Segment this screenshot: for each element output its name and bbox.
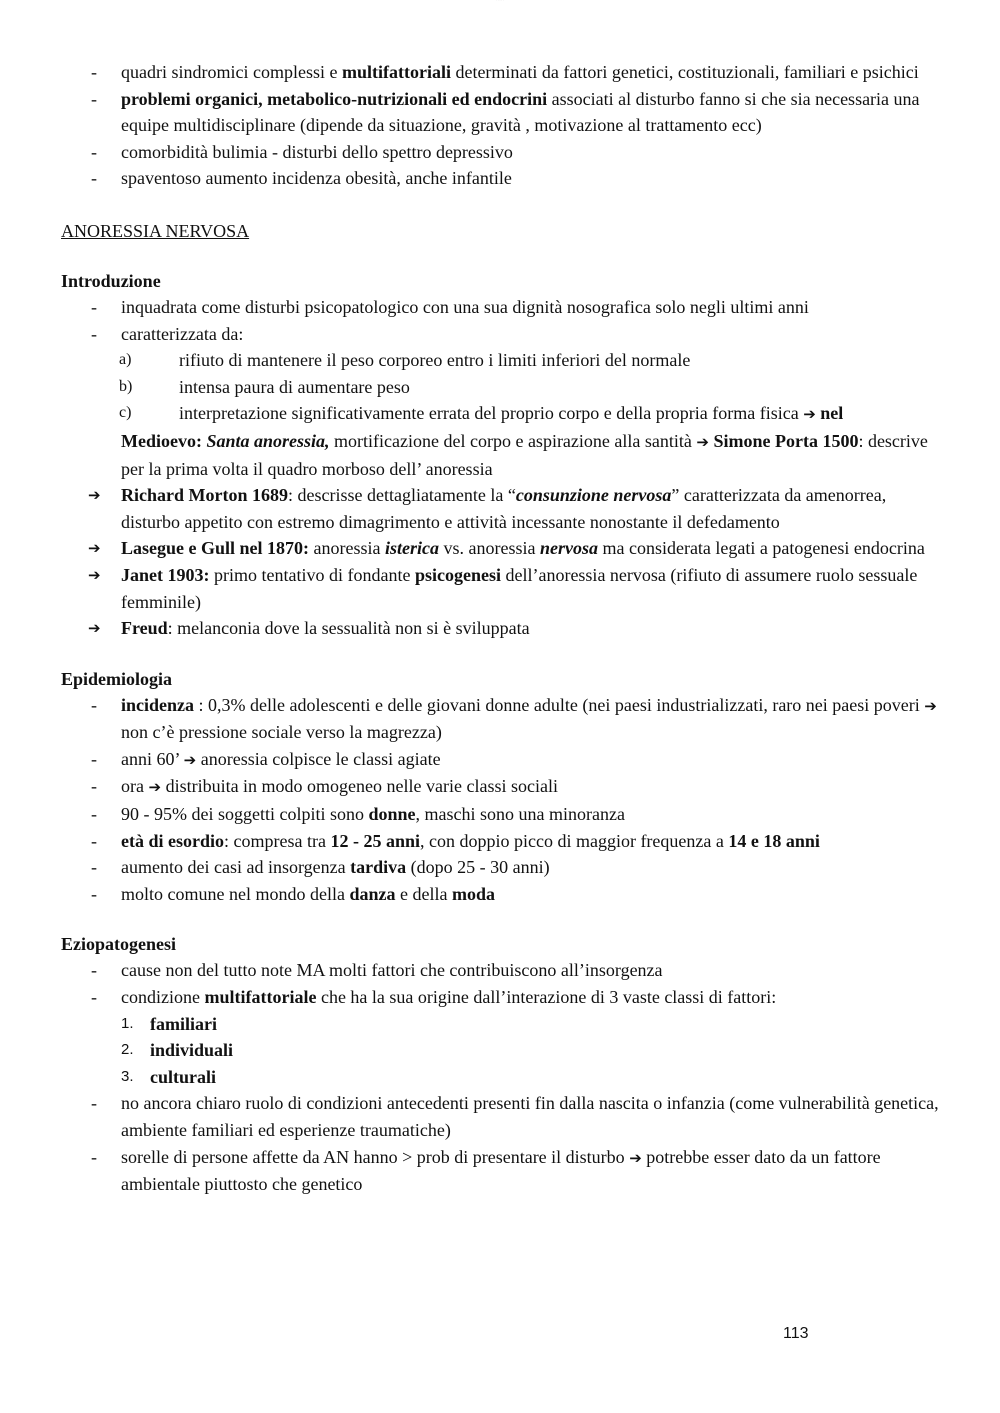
text-run: cause non del tutto note MA molti fattori che contribuiscono all’insorgenza xyxy=(121,960,663,981)
arrow-icon: ➔ xyxy=(88,565,101,584)
list-item xyxy=(61,294,941,321)
arrow-icon: ➔ xyxy=(803,405,816,424)
list-item xyxy=(61,828,941,855)
text-run: mortificazione del corpo e aspirazione alla santità xyxy=(329,430,697,451)
dash-marker: - xyxy=(91,987,97,1008)
eziopatogenesi-list xyxy=(61,957,941,1010)
text-run: Janet 1903: xyxy=(121,564,210,585)
numbered-item xyxy=(61,1037,941,1064)
dash-marker: - xyxy=(91,694,97,715)
list-item xyxy=(61,615,941,642)
arrow-icon: ➔ xyxy=(924,696,937,715)
number-marker: 2. xyxy=(121,1041,134,1059)
heading-introduzione: Introduzione xyxy=(61,270,161,291)
text-run: primo tentativo di fondante xyxy=(209,564,415,585)
dash-marker: - xyxy=(91,296,97,317)
text-run: psicogenesi xyxy=(414,564,501,585)
dash-marker: - xyxy=(91,857,97,878)
text-run: che ha la sua origine dall’interazione di 3 vaste classi di fattori: xyxy=(316,987,777,1008)
text-run: anoressia xyxy=(309,538,385,559)
numbered-item-text: culturali xyxy=(150,1066,216,1087)
dash-marker: - xyxy=(91,748,97,769)
arrow-icon: ➔ xyxy=(629,1148,642,1167)
sub-item-a xyxy=(61,347,941,374)
text-run: anni 60’ xyxy=(121,748,184,769)
history-continuation xyxy=(61,428,941,482)
list-item xyxy=(61,801,941,828)
dash-marker: - xyxy=(91,960,97,981)
text-run: condizione xyxy=(121,987,205,1008)
text-run: isterica xyxy=(384,538,439,559)
sub-item-text: intensa paura di aumentare peso xyxy=(179,376,410,397)
text-run: : melanconia dove la sessualità non si è sviluppata xyxy=(167,618,530,639)
list-item xyxy=(61,482,941,535)
list-item xyxy=(61,692,941,746)
text-run: moda xyxy=(451,883,495,904)
text-run: vs. anoressia xyxy=(438,538,540,559)
dash-marker: - xyxy=(91,141,97,162)
text-run: Freud xyxy=(121,618,168,639)
dash-marker: - xyxy=(91,62,97,82)
text-run: nel xyxy=(820,403,844,424)
number-marker: 3. xyxy=(121,1067,134,1085)
text-run: (dopo 25 - 30 anni) xyxy=(406,857,550,878)
text-run: : compresa tra xyxy=(224,830,331,851)
text-run: incidenza xyxy=(121,694,195,715)
text-run: non c’è pressione sociale verso la magrezza) xyxy=(121,722,442,743)
text-run: Richard Morton 1689 xyxy=(121,485,288,506)
list-item xyxy=(61,854,941,881)
section-title: ANORESSIA NERVOSA xyxy=(61,220,250,241)
list-item xyxy=(61,562,941,615)
text-run: distribuita in modo omogeneo nelle varie classi sociali xyxy=(161,776,558,797)
text-run: ” caratterizzata da amenorrea, disturbo appetito con estremo dimagrimento e attività incessante nonostante il defedamento xyxy=(121,485,887,532)
list-item xyxy=(61,59,941,86)
text-run: danza xyxy=(349,883,396,904)
number-marker: 1. xyxy=(121,1014,134,1032)
dash-marker: - xyxy=(91,883,97,904)
list-item xyxy=(61,86,941,139)
sub-item-text: rifiuto di mantenere il peso corporeo entro i limiti inferiori del normale xyxy=(179,350,691,371)
text-run: dell’anoressia nervosa (rifiuto di assumere ruolo sessuale femminile) xyxy=(121,564,918,612)
numbered-item xyxy=(61,1011,941,1038)
text-run: Medioevo: xyxy=(121,430,207,451)
text-run: : descrisse dettagliatamente la “ xyxy=(287,485,516,506)
text-run: Lasegue e Gull nel 1870: xyxy=(121,538,309,559)
dash-marker: - xyxy=(91,830,97,851)
text-run: 90 - 95% dei soggetti colpiti sono xyxy=(121,804,369,825)
text-run: donne xyxy=(368,804,416,825)
arrow-icon: ➔ xyxy=(88,539,101,558)
list-item-text: inquadrata come disturbi psicopatologico con una sua dignità nosografica solo negli ultimi anni xyxy=(121,296,809,317)
list-item xyxy=(61,1090,941,1143)
text-run: spaventoso aumento incidenza obesità, anche infantile xyxy=(121,168,512,189)
list-item xyxy=(61,321,941,348)
numbered-item-text: individuali xyxy=(150,1040,234,1061)
text-run: no ancora chiaro ruolo di condizioni antecedenti presenti fin dalla nascita o infanzia (come vulnerabilità genetica, ambiente familiari ed esperienze traumatiche) xyxy=(121,1093,939,1140)
text-run: anoressia colpisce le classi agiate xyxy=(196,748,441,769)
list-item xyxy=(61,165,941,192)
dash-marker: - xyxy=(91,1146,97,1167)
list-item xyxy=(61,773,941,801)
sub-marker: a) xyxy=(119,351,132,369)
text-run: Santa anoressia, xyxy=(206,430,330,451)
heading-epidemiologia: Epidemiologia xyxy=(61,668,173,689)
list-item xyxy=(61,984,941,1011)
text-run: 12 - 25 anni xyxy=(330,830,420,851)
sub-marker: c) xyxy=(119,404,132,422)
intro-bullet-list xyxy=(61,59,941,192)
eziopatogenesi-list-continued xyxy=(61,1090,941,1197)
sub-item-b xyxy=(61,374,941,401)
arrow-icon: ➔ xyxy=(88,619,101,638)
text-run: multifattoriale xyxy=(204,987,317,1008)
text-run: associati al disturbo fanno si che sia necessaria una equipe multidisciplinare (dipende da situazione, gravità , motivazione al trattamento ecc) xyxy=(121,88,920,136)
text-run: Simone Porta 1500 xyxy=(713,430,859,451)
text-run: : 0,3% delle adolescenti e delle giovani donne adulte (nei paesi industrializzati, raro nei paesi poveri xyxy=(194,694,925,715)
text-run: ma considerata legati a patogenesi endocrina xyxy=(597,538,925,559)
text-run: nervosa xyxy=(539,538,598,559)
text-run: aumento dei casi ad insorgenza xyxy=(121,857,351,878)
numbered-item xyxy=(61,1064,941,1091)
text-run: 14 e 18 anni xyxy=(728,830,820,851)
text-run: comorbidità bulimia - disturbi dello spettro depressivo xyxy=(121,141,513,162)
list-item xyxy=(61,881,941,908)
list-item xyxy=(61,746,941,774)
text-run: problemi organici, metabolico-nutrizionali ed endocrini xyxy=(121,88,548,109)
arrow-icon: ➔ xyxy=(88,486,101,505)
dash-marker: - xyxy=(91,88,97,109)
dash-marker: - xyxy=(91,323,97,344)
text-run: multifattoriali xyxy=(341,62,451,82)
introduzione-list xyxy=(61,294,941,347)
text-run: ora xyxy=(121,776,149,797)
text-run: quadri sindromici complessi e xyxy=(121,62,342,82)
list-item xyxy=(61,1144,941,1198)
list-item xyxy=(61,139,941,166)
header-mark: · · · · · xyxy=(496,0,504,3)
list-item xyxy=(61,957,941,984)
sub-item-continuation xyxy=(820,403,843,423)
numbered-item-text: familiari xyxy=(150,1013,217,1034)
epidemiologia-list xyxy=(61,692,941,908)
arrow-icon: ➔ xyxy=(183,750,197,769)
text-run: molto comune nel mondo della xyxy=(121,883,350,904)
text-run: sorelle di persone affette da AN hanno > prob di presentare il disturbo xyxy=(121,1146,630,1167)
text-run: consunzione nervosa xyxy=(515,485,672,506)
arrow-icon: ➔ xyxy=(148,778,162,797)
page-number: 113 xyxy=(783,1325,809,1342)
arrow-icon: ➔ xyxy=(696,432,709,451)
sub-marker: b) xyxy=(119,377,133,395)
heading-eziopatogenesi: Eziopatogenesi xyxy=(61,934,176,955)
text-run: e della xyxy=(395,883,452,904)
page-content xyxy=(61,59,941,1198)
text-run: , maschi sono una minoranza xyxy=(415,804,625,825)
dash-marker: - xyxy=(91,1093,97,1114)
dash-marker: - xyxy=(91,776,97,797)
text-run: determinati da fattori genetici, costituzionali, familiari e psichici xyxy=(450,62,919,82)
history-arrow-list xyxy=(61,482,941,642)
list-item xyxy=(61,535,941,562)
text-run: tardiva xyxy=(350,857,407,878)
sub-item-c xyxy=(61,400,941,428)
text-run: potrebbe esser dato da un fattore ambientale piuttosto che genetico xyxy=(121,1146,881,1195)
dash-marker: - xyxy=(91,168,97,189)
dash-marker: - xyxy=(91,804,97,825)
sub-item-text: interpretazione significativamente errata del proprio corpo e della propria forma fisica xyxy=(179,403,804,424)
text-run: , con doppio picco di maggior frequenza a xyxy=(419,830,729,851)
list-item-text: caratterizzata da: xyxy=(121,323,244,344)
text-run: età di esordio xyxy=(121,830,224,851)
text-run: : descrive per la prima volta il quadro morboso dell’ anoressia xyxy=(121,430,928,479)
